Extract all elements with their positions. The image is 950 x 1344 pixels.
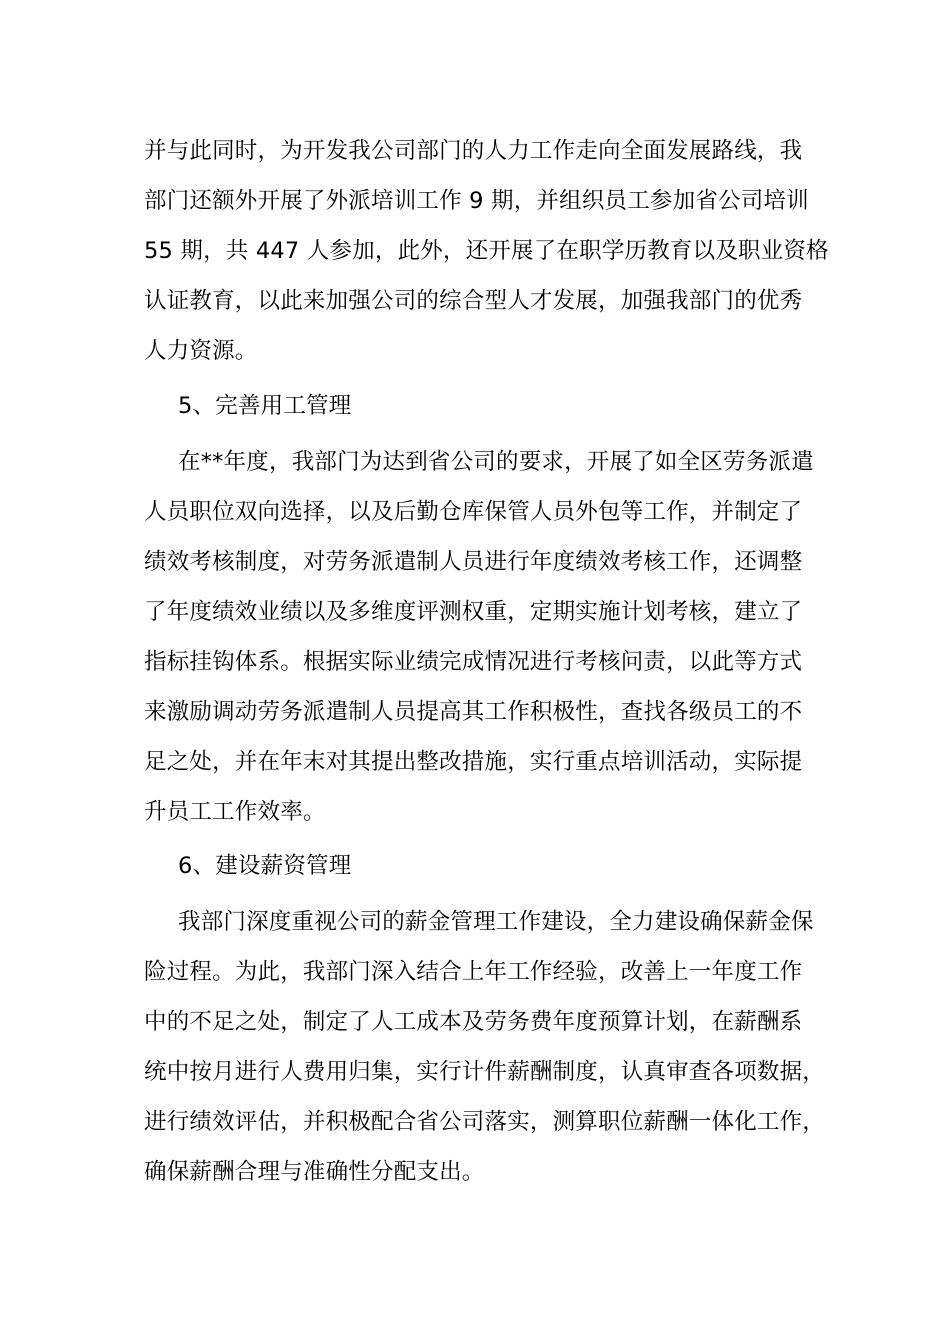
paragraph-2-line-5: 指标挂钩体系。根据实际业绩完成情况进行考核问责，以此等方式 (144, 649, 803, 675)
paragraph-1-line-3: 55 期，共 447 人参加，此外，还开展了在职学历教育以及职业资格 (144, 238, 829, 264)
paragraph-1-line-2: 部门还额外开展了外派培训工作 9 期，并组织员工参加省公司培训 (144, 188, 809, 214)
paragraph-1-line-5: 人力资源。 (144, 338, 258, 364)
paragraph-2-line-4: 了年度绩效业绩以及多维度评测权重，定期实施计划考核，建立了 (144, 599, 803, 625)
paragraph-2-line-6: 来激励调动劳务派遣制人员提高其工作积极性，查找各级员工的不 (144, 699, 803, 725)
paragraph-3-line-3: 中的不足之处，制定了人工成本及劳务费年度预算计划，在薪酬系 (144, 1009, 803, 1035)
paragraph-3-line-1: 我部门深度重视公司的薪金管理工作建设，全力建设确保薪金保 (178, 909, 814, 935)
section-heading-5: 5、完善用工管理 (178, 393, 352, 419)
paragraph-3-line-2: 险过程。为此，我部门深入结合上年工作经验，改善上一年度工作 (144, 959, 803, 985)
section-heading-6: 6、建设薪资管理 (178, 853, 352, 879)
paragraph-3-line-5: 进行绩效评估，并积极配合省公司落实，测算职位薪酬一体化工作， (144, 1109, 826, 1135)
paragraph-2-line-3: 绩效考核制度，对劳务派遣制人员进行年度绩效考核工作，还调整 (144, 549, 803, 575)
paragraph-2-line-1: 在**年度，我部门为达到省公司的要求，开展了如全区劳务派遣 (178, 449, 814, 475)
paragraph-3-line-6: 确保薪酬合理与准确性分配支出。 (144, 1159, 485, 1185)
paragraph-2-line-2: 人员职位双向选择，以及后勤仓库保管人员外包等工作，并制定了 (144, 499, 803, 525)
paragraph-1-line-1: 并与此同时，为开发我公司部门的人力工作走向全面发展路线，我 (144, 138, 803, 164)
paragraph-1-line-4: 认证教育，以此来加强公司的综合型人才发展，加强我部门的优秀 (144, 288, 803, 314)
paragraph-3-line-4: 统中按月进行人费用归集，实行计件薪酬制度，认真审查各项数据， (144, 1059, 826, 1085)
paragraph-2-line-7: 足之处，并在年末对其提出整改措施，实行重点培训活动，实际提 (144, 749, 803, 775)
paragraph-2-line-8: 升员工工作效率。 (144, 799, 326, 825)
